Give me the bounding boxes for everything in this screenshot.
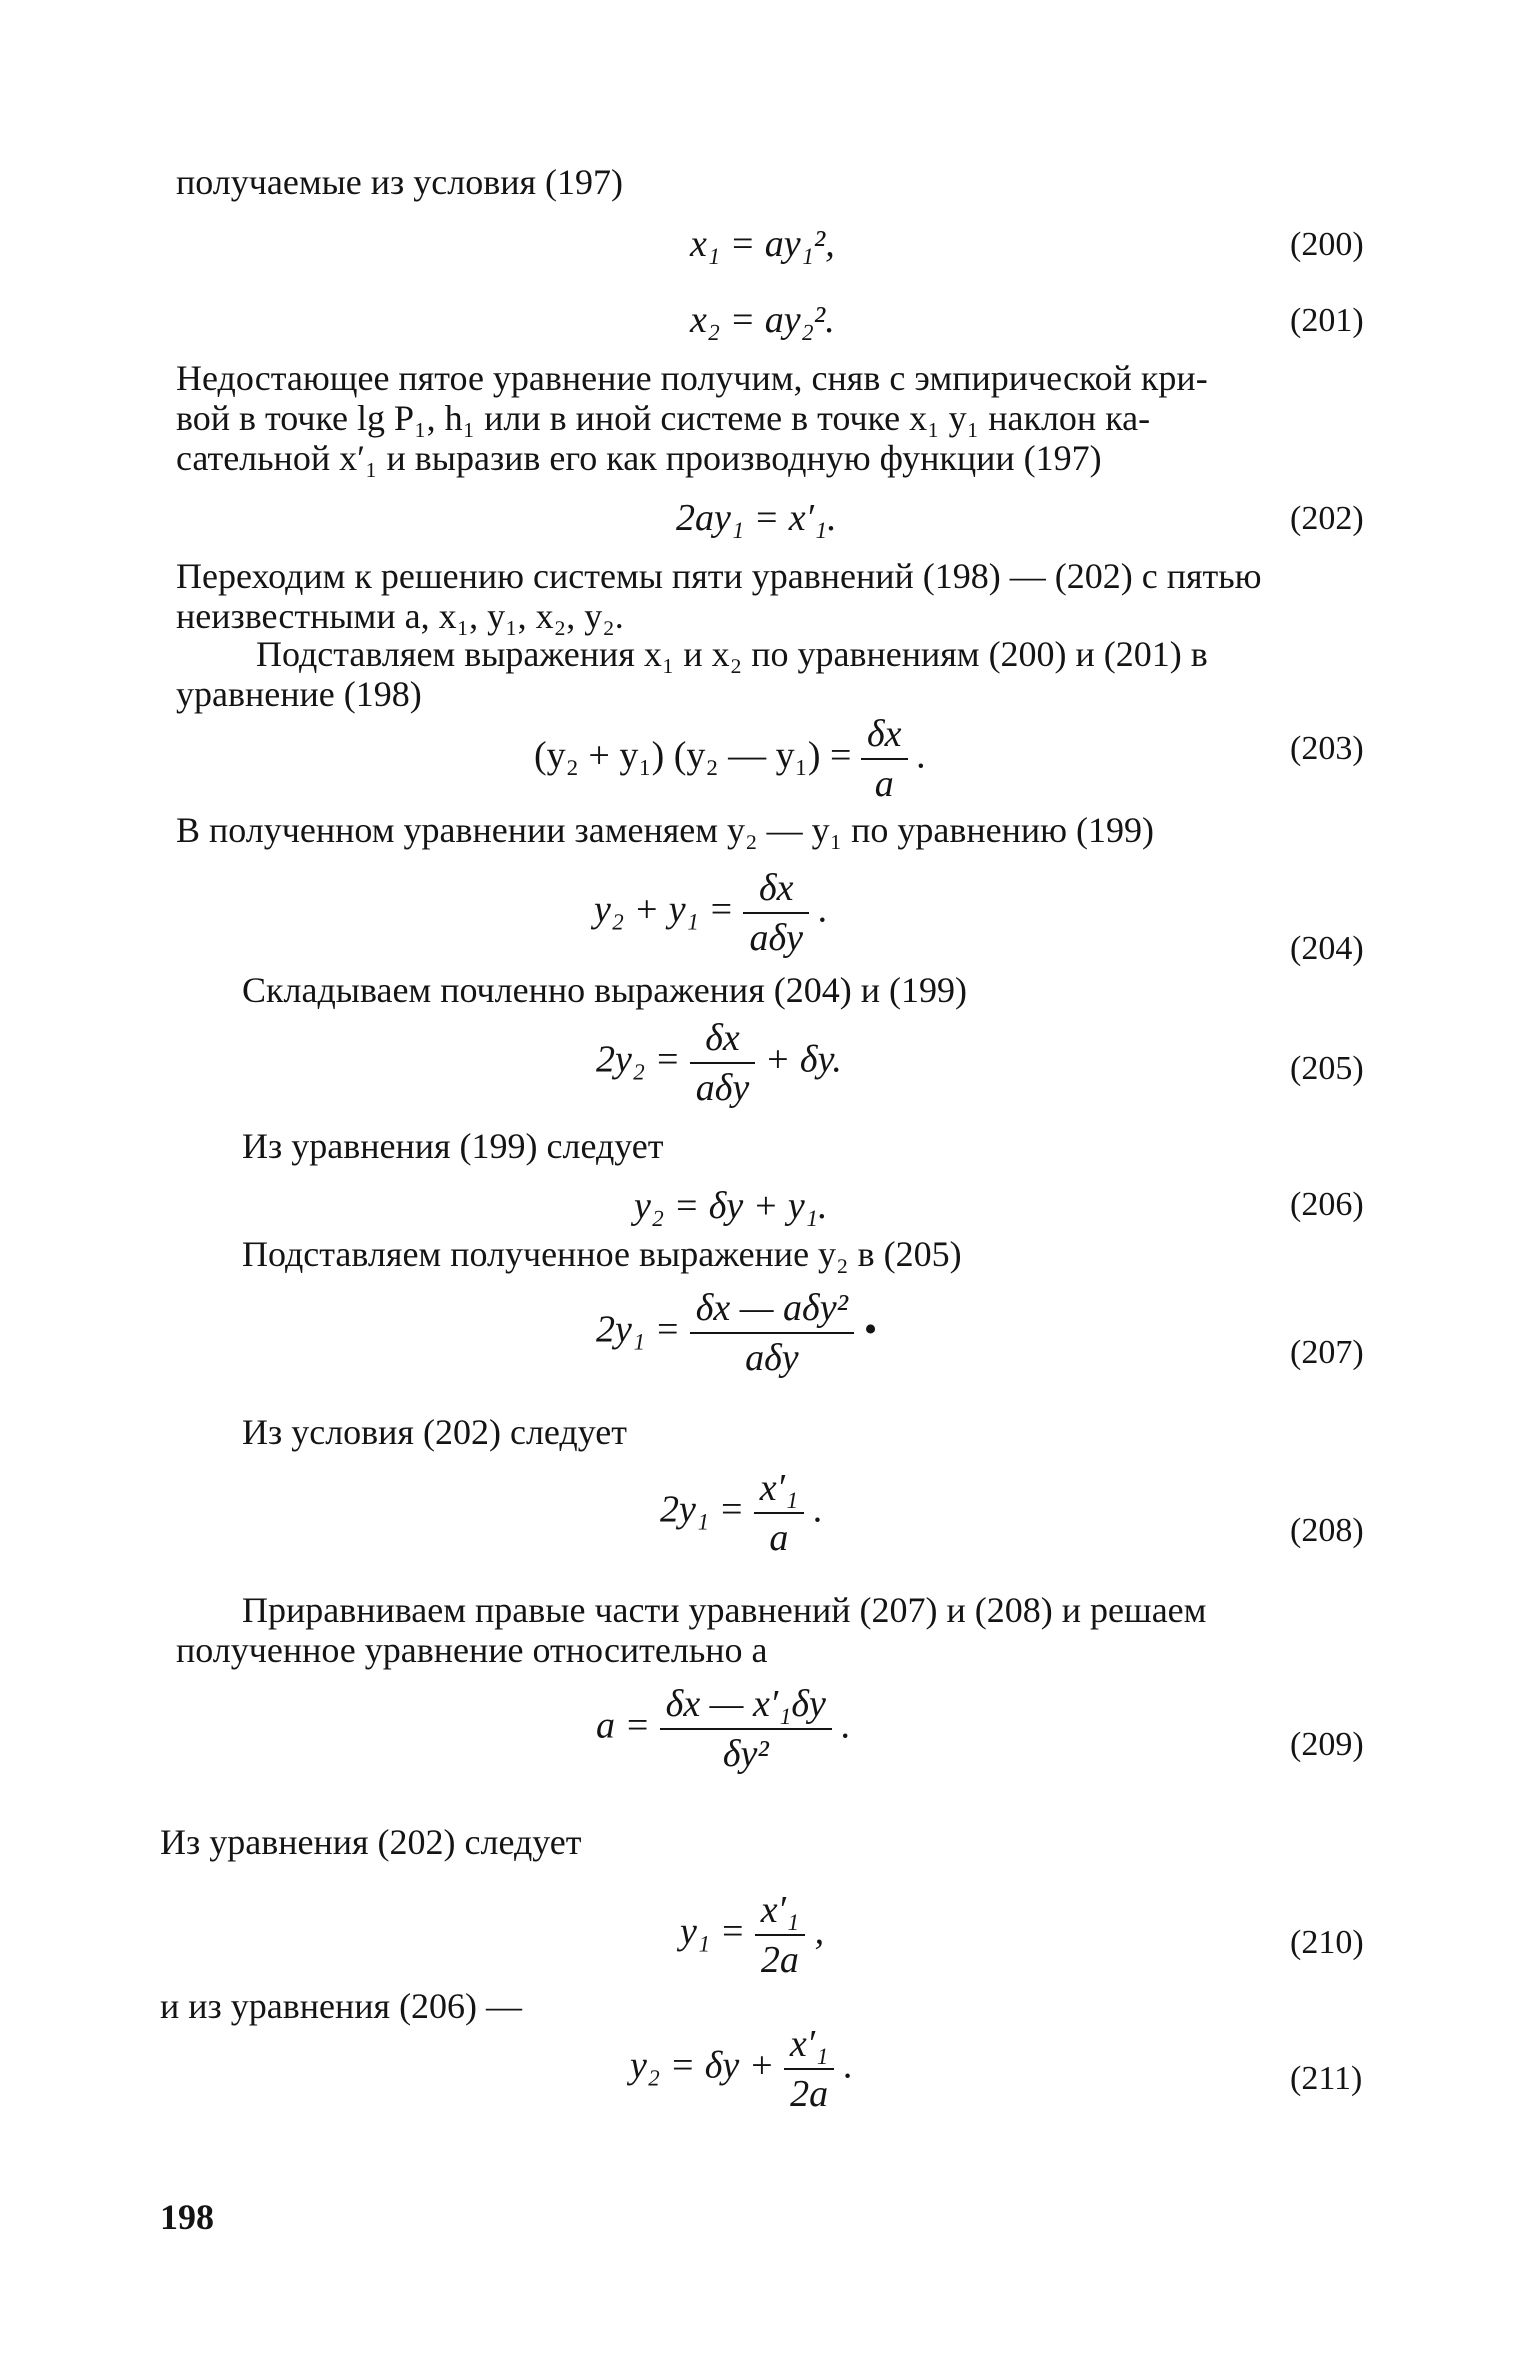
equation-number: (211) <box>1290 2060 1363 2097</box>
fraction-denominator: aδy <box>745 1337 799 1379</box>
equation-number: (205) <box>1290 1050 1364 1087</box>
equation-tail: . <box>917 734 927 777</box>
equation-tail: . <box>813 1488 824 1531</box>
equation-204 <box>594 866 828 960</box>
fraction-denominator: 2a <box>760 1939 799 1981</box>
equation-number: (202) <box>1290 500 1364 537</box>
fraction-denominator: a <box>874 763 894 805</box>
equation-number: (203) <box>1290 730 1364 767</box>
fraction-denominator: a <box>769 1517 789 1559</box>
paragraph-line: Из уравнения (199) следует <box>242 1126 664 1166</box>
equation-lhs: y₂ = δy + <box>630 2044 775 2087</box>
equation-number: (209) <box>1290 1726 1364 1763</box>
equation-203 <box>534 712 927 806</box>
paragraph-line: уравнение (198) <box>176 674 422 714</box>
equation-210 <box>680 1888 824 1982</box>
fraction-numerator: δx <box>743 866 809 914</box>
equation-205 <box>596 1016 842 1110</box>
paragraph-line: Подставляем выражения x₁ и x₂ по уравнениям (200) и (201) в <box>256 634 1208 674</box>
equation-number: (200) <box>1290 226 1364 263</box>
equation-tail: • <box>863 1308 877 1351</box>
fraction-numerator: x′₁ <box>784 2022 834 2070</box>
paragraph-line: сательной x′₁ и выразив его как производную функции (197) <box>176 438 1102 478</box>
equation-number: (204) <box>1290 930 1364 967</box>
equation-207 <box>596 1286 877 1380</box>
equation-211 <box>630 2022 853 2116</box>
equation-number: (210) <box>1290 1924 1364 1961</box>
paragraph-line: Из условия (202) следует <box>242 1412 627 1452</box>
equation-lhs: y₁ = <box>680 1910 746 1953</box>
paragraph-line: Из уравнения (202) следует <box>160 1822 582 1862</box>
equation-tail: + δy. <box>764 1038 842 1081</box>
equation-lhs: a = <box>596 1704 651 1747</box>
equation-lhs: y₂ + y₁ = <box>594 888 734 931</box>
equation-number: (208) <box>1290 1512 1364 1549</box>
intro-line: получаемые из условия (197) <box>176 162 623 202</box>
paragraph-line: Складываем почленно выражения (204) и (199) <box>242 970 967 1010</box>
paragraph-line: полученное уравнение относительно a <box>176 1630 768 1670</box>
equation-lhs: 2y₁ = <box>660 1488 745 1531</box>
equation-lhs: (y₂ + y₁) (y₂ — y₁) = <box>534 734 852 777</box>
paragraph-line: неизвестными a, x₁, y₁, x₂, y₂. <box>176 596 624 636</box>
paragraph-line: и из уравнения (206) — <box>160 1986 523 2026</box>
paragraph-line: Недостающее пятое уравнение получим, сняв с эмпирической кри- <box>176 358 1208 398</box>
fraction-denominator: aδy <box>749 917 803 959</box>
equation-tail: , <box>814 1910 825 1953</box>
paragraph-line: вой в точке lg P₁, h₁ или в иной системе в точке x₁ y₁ наклон ка- <box>176 398 1151 438</box>
equation-lhs: 2y₂ = <box>596 1038 681 1081</box>
equation-tail: . <box>841 1704 851 1747</box>
fraction-numerator: x′₁ <box>755 1888 805 1936</box>
paragraph-line: В полученном уравнении заменяем y₂ — y₁ по уравнению (199) <box>176 810 1155 850</box>
equation-202: 2ay₁ = x′₁. <box>676 497 837 539</box>
equation-number: (207) <box>1290 1334 1364 1371</box>
equation-tail: . <box>843 2044 854 2087</box>
equation-206: y₂ = δy + y₁. <box>634 1185 828 1227</box>
equation-tail: . <box>818 888 828 931</box>
page-number: 198 <box>160 2197 214 2237</box>
equation-201: x₂ = ay₂². <box>690 299 835 341</box>
paragraph-line: Приравниваем правые части уравнений (207) и (208) и решаем <box>242 1590 1207 1630</box>
equation-lhs: 2y₁ = <box>596 1308 681 1351</box>
fraction-numerator: δx — x′₁δy <box>660 1682 832 1730</box>
equation-number: (206) <box>1290 1186 1364 1223</box>
paragraph-line: Подставляем полученное выражение y₂ в (205) <box>242 1234 962 1274</box>
equation-208 <box>660 1466 823 1560</box>
fraction-numerator: x′₁ <box>754 1466 804 1514</box>
fraction-numerator: δx — aδy² <box>690 1286 854 1334</box>
fraction-numerator: δx <box>861 712 908 760</box>
paragraph-line: Переходим к решению системы пяти уравнений (198) — (202) с пятью <box>176 556 1262 596</box>
fraction-denominator: δy² <box>722 1733 769 1775</box>
equation-number: (201) <box>1290 302 1364 339</box>
equation-200: x₁ = ay₁², <box>690 223 835 265</box>
fraction-denominator: 2a <box>790 2073 829 2115</box>
fraction-denominator: aδy <box>695 1067 750 1109</box>
equation-209 <box>596 1682 851 1776</box>
fraction-numerator: δx <box>690 1016 756 1064</box>
